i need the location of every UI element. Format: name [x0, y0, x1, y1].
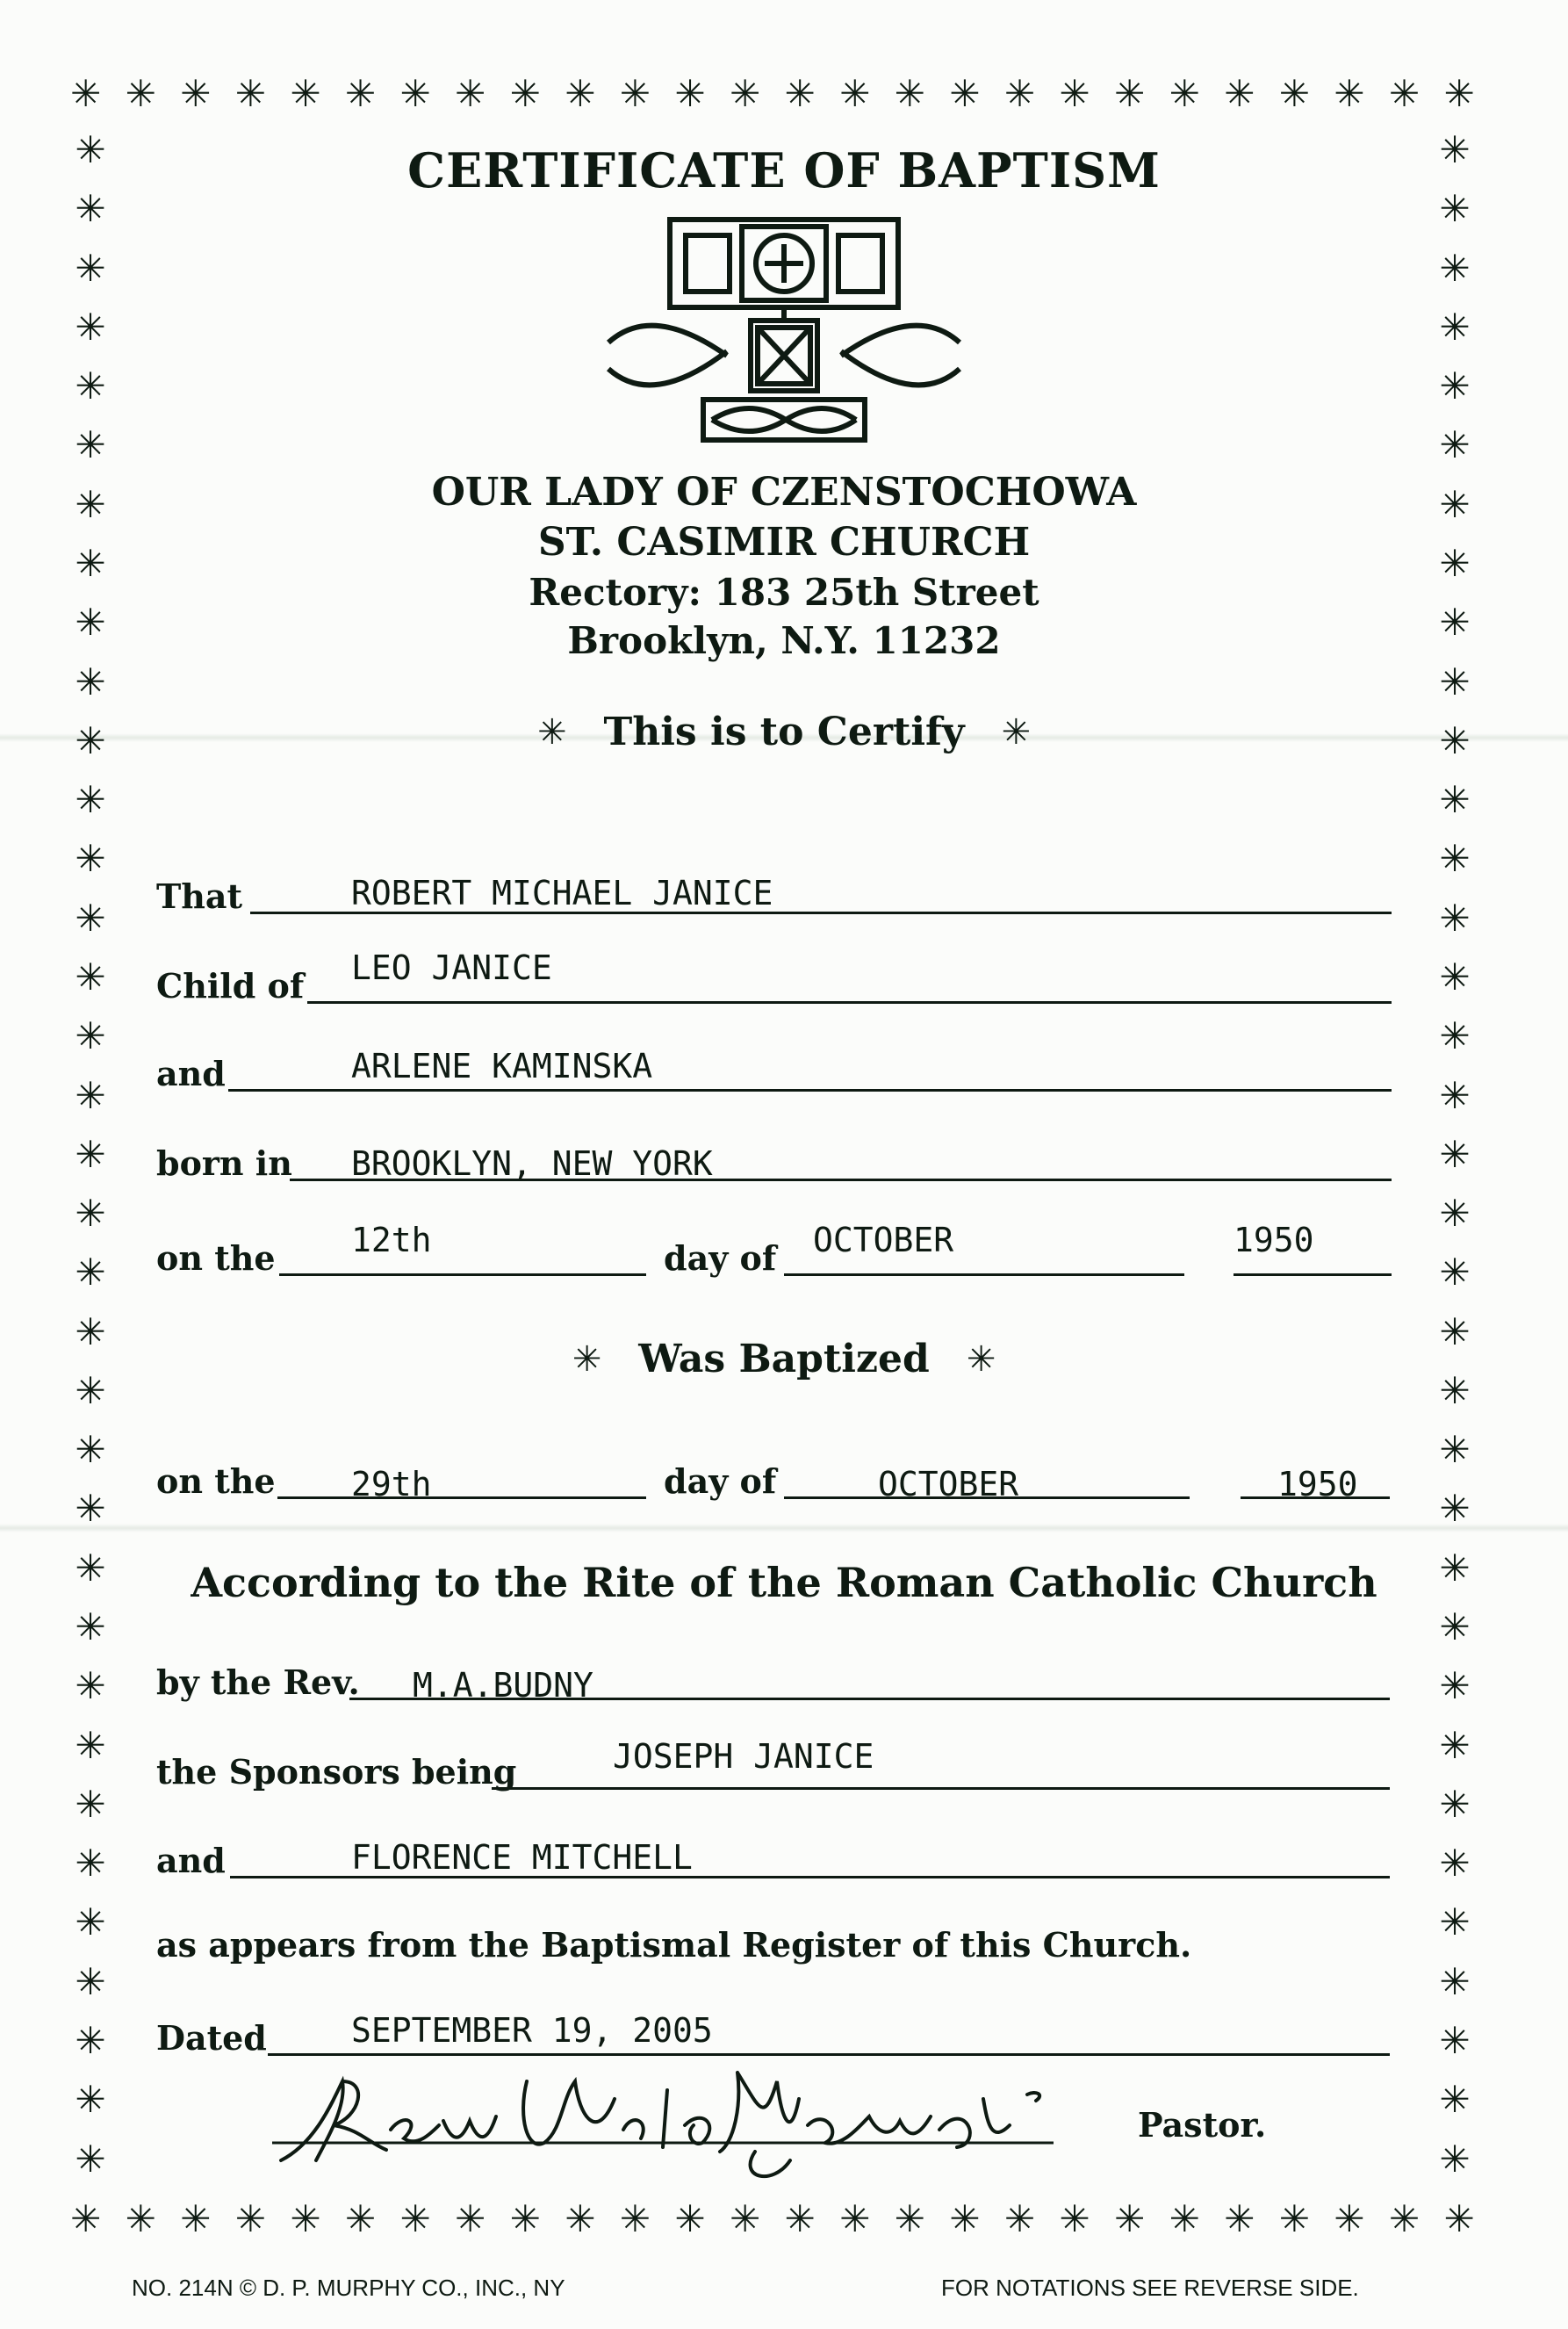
asterisk-icon: ✳ — [966, 1338, 996, 1380]
asterisk-icon: ✳ — [1439, 246, 1471, 290]
asterisk-icon: ✳ — [125, 72, 156, 115]
birth-year: 1950 — [1234, 1221, 1314, 1259]
asterisk-icon: ✳ — [399, 2197, 431, 2240]
baptized-text: Was Baptized — [638, 1337, 930, 1381]
asterisk-icon: ✳ — [75, 1487, 106, 1531]
asterisk-icon: ✳ — [1439, 2078, 1471, 2122]
birth-on-the-label: on the — [156, 1238, 276, 1278]
asterisk-icon: ✳ — [75, 601, 106, 645]
baptism-day: 29th — [351, 1465, 432, 1503]
asterisk-icon: ✳ — [1388, 72, 1421, 115]
asterisk-icon: ✳ — [1439, 1959, 1471, 2003]
asterisk-icon: ✳ — [565, 72, 596, 115]
sponsor-and-label: and — [156, 1841, 226, 1880]
child-of-line — [307, 999, 1392, 1004]
asterisk-icon: ✳ — [75, 482, 106, 526]
asterisk-icon: ✳ — [290, 72, 321, 115]
asterisk-icon: ✳ — [75, 423, 106, 467]
pastor-label: Pastor. — [1138, 2105, 1267, 2145]
asterisk-icon: ✳ — [1113, 72, 1146, 115]
asterisk-icon: ✳ — [1439, 1073, 1471, 1117]
asterisk-icon: ✳ — [1439, 1251, 1471, 1294]
officiant-name: M.A.BUDNY — [413, 1666, 593, 1705]
asterisk-icon: ✳ — [75, 305, 106, 349]
register-statement: as appears from the Baptismal Register of this Church. — [156, 1925, 1192, 1965]
pastor-signature — [263, 2046, 1054, 2196]
reverse-side-note: FOR NOTATIONS SEE REVERSE SIDE. — [941, 2275, 1359, 2301]
asterisk-icon: ✳ — [75, 1251, 106, 1294]
asterisk-icon: ✳ — [1439, 2137, 1471, 2181]
asterisk-icon: ✳ — [536, 711, 567, 753]
asterisk-icon: ✳ — [784, 2197, 816, 2240]
asterisk-icon: ✳ — [344, 2197, 377, 2240]
asterisk-icon: ✳ — [70, 72, 102, 115]
asterisk-icon: ✳ — [1439, 1487, 1471, 1531]
border-bottom — [70, 2197, 1475, 2241]
birth-day: 12th — [351, 1221, 432, 1259]
church-name: ST. CASIMIR CHURCH — [537, 520, 1031, 565]
asterisk-icon: ✳ — [75, 1900, 106, 1944]
asterisk-icon: ✳ — [1439, 1368, 1471, 1412]
asterisk-icon: ✳ — [75, 1664, 106, 1708]
birth-month-line — [784, 1272, 1184, 1276]
child-name: ROBERT MICHAEL JANICE — [351, 874, 773, 912]
asterisk-icon: ✳ — [75, 1192, 106, 1236]
asterisk-icon: ✳ — [234, 2197, 266, 2240]
asterisk-icon: ✳ — [1169, 72, 1200, 115]
mother-name: ARLENE KAMINSKA — [351, 1047, 653, 1085]
child-of-label: Child of — [156, 966, 305, 1006]
fold-crease — [0, 1524, 1568, 1532]
asterisk-icon: ✳ — [70, 2197, 102, 2240]
asterisk-icon: ✳ — [1439, 718, 1471, 762]
baptized-heading — [0, 1337, 1568, 1381]
asterisk-icon: ✳ — [1439, 1428, 1471, 1472]
asterisk-icon: ✳ — [1439, 896, 1471, 940]
asterisk-icon: ✳ — [1439, 482, 1471, 526]
asterisk-icon: ✳ — [75, 896, 106, 940]
dated-label: Dated — [156, 2018, 267, 2058]
birth-day-line — [279, 1272, 646, 1276]
asterisk-icon: ✳ — [75, 1132, 106, 1176]
asterisk-icon: ✳ — [894, 2197, 925, 2240]
asterisk-icon: ✳ — [344, 72, 377, 115]
certify-text: This is to Certify — [603, 710, 965, 754]
asterisk-icon: ✳ — [75, 1368, 106, 1412]
asterisk-icon: ✳ — [75, 1428, 106, 1472]
asterisk-icon: ✳ — [1439, 364, 1471, 408]
asterisk-icon: ✳ — [1439, 128, 1471, 171]
border-left — [68, 128, 112, 2181]
asterisk-icon: ✳ — [509, 2197, 541, 2240]
asterisk-icon: ✳ — [1224, 2197, 1255, 2240]
father-name: LEO JANICE — [351, 948, 552, 987]
asterisk-icon: ✳ — [1439, 2019, 1471, 2062]
asterisk-icon: ✳ — [729, 2197, 761, 2240]
asterisk-icon: ✳ — [75, 541, 106, 585]
sponsor-2-name: FLORENCE MITCHELL — [351, 1838, 693, 1877]
asterisk-icon: ✳ — [1439, 1309, 1471, 1353]
printer-imprint: NO. 214N © D. P. MURPHY CO., INC., NY — [132, 2275, 565, 2301]
asterisk-icon: ✳ — [75, 128, 106, 171]
asterisk-icon: ✳ — [1439, 187, 1471, 231]
asterisk-icon: ✳ — [619, 72, 651, 115]
asterisk-icon: ✳ — [1278, 72, 1310, 115]
asterisk-icon: ✳ — [75, 187, 106, 231]
sponsors-label: the Sponsors being — [156, 1752, 517, 1792]
asterisk-icon: ✳ — [75, 1546, 106, 1590]
rite-statement: According to the Rite of the Roman Catholic Church — [191, 1559, 1377, 1606]
asterisk-icon: ✳ — [180, 2197, 212, 2240]
asterisk-icon: ✳ — [290, 2197, 321, 2240]
asterisk-icon: ✳ — [839, 2197, 871, 2240]
rectory-address: Rectory: 183 25th Street — [529, 571, 1039, 614]
baptism-day-of-label: day of — [664, 1461, 777, 1501]
border-right — [1433, 128, 1477, 2181]
birth-month: OCTOBER — [813, 1221, 954, 1259]
asterisk-icon: ✳ — [1439, 601, 1471, 645]
asterisk-icon: ✳ — [1439, 1900, 1471, 1944]
asterisk-icon: ✳ — [894, 72, 925, 115]
asterisk-icon: ✳ — [1059, 2197, 1090, 2240]
asterisk-icon: ✳ — [1439, 837, 1471, 881]
baptism-year: 1950 — [1277, 1465, 1358, 1503]
asterisk-icon: ✳ — [75, 1073, 106, 1117]
asterisk-icon: ✳ — [1001, 711, 1032, 753]
asterisk-icon: ✳ — [1443, 72, 1475, 115]
that-label: That — [156, 876, 243, 916]
certify-heading — [0, 710, 1568, 754]
asterisk-icon: ✳ — [75, 955, 106, 999]
asterisk-icon: ✳ — [1439, 305, 1471, 349]
asterisk-icon: ✳ — [234, 72, 266, 115]
asterisk-icon: ✳ — [455, 72, 486, 115]
asterisk-icon: ✳ — [75, 660, 106, 703]
asterisk-icon: ✳ — [674, 2197, 706, 2240]
asterisk-icon: ✳ — [1334, 72, 1365, 115]
asterisk-icon: ✳ — [75, 1309, 106, 1353]
certificate-title: CERTIFICATE OF BAPTISM — [407, 142, 1161, 198]
baptism-on-the-label: on the — [156, 1461, 276, 1501]
birth-day-of-label: day of — [664, 1238, 777, 1278]
asterisk-icon: ✳ — [75, 837, 106, 881]
asterisk-icon: ✳ — [1439, 955, 1471, 999]
born-in-label: born in — [156, 1143, 292, 1183]
asterisk-icon: ✳ — [75, 1605, 106, 1649]
asterisk-icon: ✳ — [1169, 2197, 1200, 2240]
baptism-day-line — [277, 1495, 646, 1499]
sponsor-1-name: JOSEPH JANICE — [613, 1737, 874, 1776]
city-address: Brooklyn, N.Y. 11232 — [567, 619, 1001, 662]
asterisk-icon: ✳ — [1439, 778, 1471, 822]
asterisk-icon: ✳ — [1334, 2197, 1365, 2240]
asterisk-icon: ✳ — [1439, 423, 1471, 467]
asterisk-icon: ✳ — [1439, 1723, 1471, 1767]
church-emblem-icon — [600, 211, 968, 448]
asterisk-icon: ✳ — [949, 72, 981, 115]
asterisk-icon: ✳ — [572, 1338, 602, 1380]
asterisk-icon: ✳ — [619, 2197, 651, 2240]
asterisk-icon: ✳ — [1439, 1546, 1471, 1590]
asterisk-icon: ✳ — [1059, 72, 1090, 115]
asterisk-icon: ✳ — [1439, 1664, 1471, 1708]
asterisk-icon: ✳ — [784, 72, 816, 115]
asterisk-icon: ✳ — [1439, 1192, 1471, 1236]
parish-name: OUR LADY OF CZENSTOCHOWA — [431, 470, 1137, 515]
asterisk-icon: ✳ — [839, 72, 871, 115]
asterisk-icon: ✳ — [1113, 2197, 1146, 2240]
asterisk-icon: ✳ — [75, 1842, 106, 1886]
sponsors-line — [492, 1785, 1390, 1790]
asterisk-icon: ✳ — [674, 72, 706, 115]
asterisk-icon: ✳ — [75, 2078, 106, 2122]
asterisk-icon: ✳ — [75, 2019, 106, 2062]
asterisk-icon: ✳ — [75, 1959, 106, 2003]
and-line — [228, 1087, 1392, 1092]
asterisk-icon: ✳ — [1003, 2197, 1036, 2240]
asterisk-icon: ✳ — [1439, 660, 1471, 703]
border-top — [70, 72, 1475, 116]
asterisk-icon: ✳ — [399, 72, 431, 115]
asterisk-icon: ✳ — [1443, 2197, 1475, 2240]
baptism-month: OCTOBER — [878, 1465, 1019, 1503]
asterisk-icon: ✳ — [75, 1723, 106, 1767]
asterisk-icon: ✳ — [75, 1014, 106, 1058]
asterisk-icon: ✳ — [565, 2197, 596, 2240]
birthplace: BROOKLYN, NEW YORK — [351, 1144, 713, 1183]
asterisk-icon: ✳ — [1439, 1014, 1471, 1058]
asterisk-icon: ✳ — [1439, 1605, 1471, 1649]
asterisk-icon: ✳ — [75, 778, 106, 822]
asterisk-icon: ✳ — [125, 2197, 156, 2240]
asterisk-icon: ✳ — [509, 72, 541, 115]
asterisk-icon: ✳ — [729, 72, 761, 115]
asterisk-icon: ✳ — [1388, 2197, 1421, 2240]
dated-value: SEPTEMBER 19, 2005 — [351, 2011, 713, 2050]
asterisk-icon: ✳ — [949, 2197, 981, 2240]
and-label: and — [156, 1054, 226, 1093]
birth-year-line — [1234, 1272, 1392, 1276]
asterisk-icon: ✳ — [1439, 1782, 1471, 1826]
asterisk-icon: ✳ — [75, 2137, 106, 2181]
asterisk-icon: ✳ — [455, 2197, 486, 2240]
asterisk-icon: ✳ — [1439, 1842, 1471, 1886]
asterisk-icon: ✳ — [1278, 2197, 1310, 2240]
rev-label: by the Rev. — [156, 1662, 360, 1702]
asterisk-icon: ✳ — [75, 364, 106, 408]
asterisk-icon: ✳ — [1224, 72, 1255, 115]
asterisk-icon: ✳ — [1439, 541, 1471, 585]
asterisk-icon: ✳ — [75, 246, 106, 290]
asterisk-icon: ✳ — [1439, 1132, 1471, 1176]
asterisk-icon: ✳ — [75, 1782, 106, 1826]
asterisk-icon: ✳ — [180, 72, 212, 115]
asterisk-icon: ✳ — [75, 718, 106, 762]
asterisk-icon: ✳ — [1003, 72, 1036, 115]
